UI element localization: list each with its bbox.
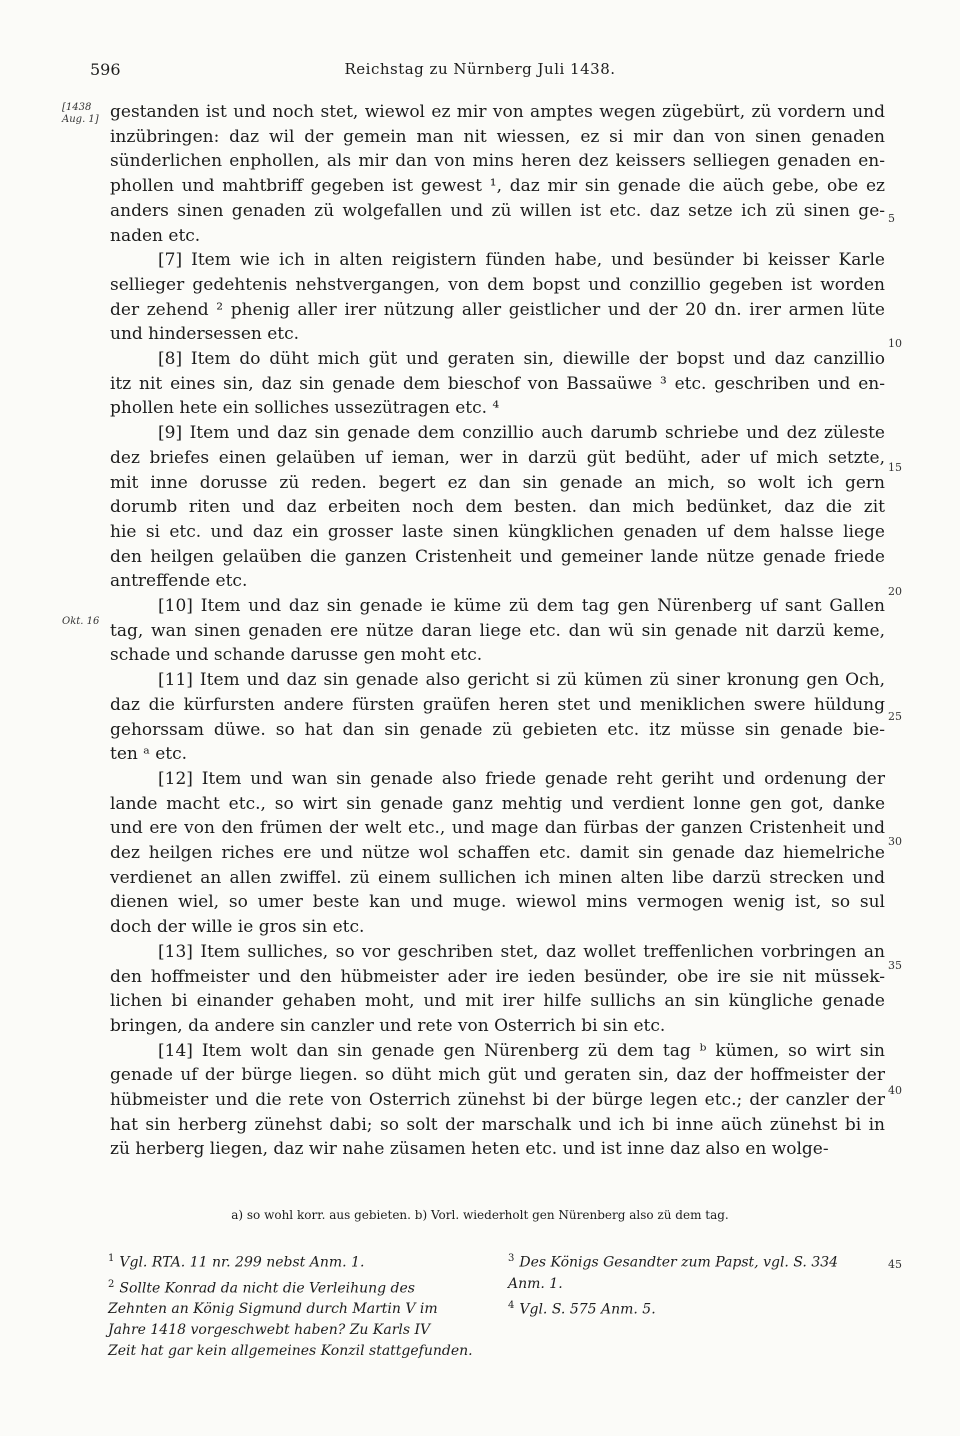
footnote-line: $^4$ Vgl. S. 575 Anm. 5.	[508, 1299, 656, 1318]
footnote-line: Anm. 1.	[508, 1275, 563, 1292]
page-number: 596	[90, 60, 121, 79]
line-number: 10	[888, 337, 902, 350]
text-line: [14] Item wolt dan sin genade gen Nürenberg zü dem tag ᵇ kümen, so wirt sin	[158, 1040, 885, 1061]
margin-date-okt: Okt. 16	[62, 616, 100, 627]
text-line: hübmeister und die rete von Osterrich zünehst bi der bürge legen etc.; der canzler der	[110, 1090, 885, 1110]
text-line: antreffende etc.	[110, 571, 248, 592]
text-line: sünderlichen enphollen, als mir dan von mins heren dez keissers selliegen genaden en-	[110, 151, 885, 172]
line-number: 15	[888, 461, 902, 474]
line-number: 30	[888, 835, 902, 848]
text-line: und ere von den frümen der welt etc., und mage dan fürbas der ganzen Cristenheit und	[110, 818, 885, 839]
text-line: phollen und mahtbriff gegeben ist gewest ¹, daz mir sin genade die aüch gebe, obe ez	[110, 176, 885, 197]
footnote-line: $^2$ Sollte Konrad da nicht die Verleihung des	[108, 1278, 415, 1297]
text-line: tag, wan sinen genaden ere nütze daran liege etc. dan wü sin genade nit darzü keme,	[110, 620, 885, 641]
text-line: der zehend ² phenig aller irer nützung aller geistlicher und der 20 dn. irer armen lüte	[110, 299, 885, 320]
line-number: 45	[888, 1258, 902, 1271]
text-line: den heilgen gelaüben die ganzen Cristenheit und gemeiner lande nütze genade friede	[110, 546, 885, 567]
text-line: gestanden ist und noch stet, wiewol ez mir von amptes wegen zügebürt, zü vordern und	[110, 102, 885, 122]
line-number: 20	[888, 585, 902, 598]
text-line: sellieger gedehtenis nehstvergangen, von dem bopst und conzillio gegeben ist worden	[110, 274, 885, 295]
text-line: und hindersessen etc.	[110, 324, 300, 345]
text-line: anders sinen genaden zü wolgefallen und zü willen ist etc. daz setze ich zü sinen ge-	[110, 200, 885, 221]
text-line: dorumb riten und daz erbeiten noch dem besten. dan mich bedünket, daz die zit	[110, 497, 885, 518]
text-line: hat sin herberg zünehst dabi; so solt der marschalk und ich bi inne aüch zünehst bi in	[110, 1114, 885, 1135]
margin-date-year: [1438	[62, 102, 92, 113]
text-line: dienen wiel, so umer beste kan und muge. wiewol mins vermogen wenig ist, so sul	[110, 892, 885, 913]
text-line: itz nit eines sin, daz sin genade dem bieschof von Bassaüwe ³ etc. geschriben und en-	[110, 373, 885, 394]
footnote-line: Zeit hat gar kein allgemeines Konzil stattgefunden.	[108, 1343, 473, 1360]
text-line: zü herberg liegen, daz wir nahe züsamen heten etc. und ist inne daz also en wolge-	[110, 1139, 829, 1160]
critical-apparatus: a) so wohl korr. aus gebieten. b) Vorl. wiederholt gen Nürenberg also zü dem tag.	[231, 1208, 729, 1222]
text-line: verdienet an allen zwiffel. zü einem sullichen ich minen alten libe darzü strecken und	[110, 867, 885, 888]
line-number: 25	[888, 710, 902, 723]
text-line: den hoffmeister und den hübmeister ader ire ieden besünder, obe ire sie nit müssek-	[110, 966, 885, 987]
text-line: [9] Item und daz sin genade dem conzillio auch darumb schriebe und dez züleste	[158, 423, 885, 444]
text-line: daz die kürfursten andere fürsten graüfen heren stet und meniklichen swere hüldung	[110, 694, 885, 715]
line-number: 5	[888, 212, 895, 225]
footnotes-right	[508, 1248, 884, 1320]
text-line: [10] Item und daz sin genade ie küme zü dem tag gen Nürenberg uf sant Gallen	[158, 596, 885, 616]
text-line: bringen, da andere sin canzler und rete von Osterrich bi sin etc.	[110, 1015, 666, 1036]
footnote-line: $^1$ Vgl. RTA. 11 nr. 299 nebst Anm. 1.	[108, 1253, 365, 1271]
text-line: [8] Item do düht mich güt und geraten sin, diewille der bopst und daz canzillio	[158, 349, 885, 369]
footnotes-left	[108, 1248, 488, 1362]
text-line: [7] Item wie ich in alten reigistern fünden habe, und besünder bi keisser Karle	[158, 250, 885, 271]
text-line: naden etc.	[110, 225, 201, 246]
text-line: doch der wille ie gros sin etc.	[110, 917, 365, 938]
line-number: 40	[888, 1084, 902, 1097]
text-line: hie si etc. und daz ein grosser laste sinen küngklichen genaden uf dem halsse liege	[110, 521, 885, 542]
text-line: [13] Item sulliches, so vor geschriben stet, daz wollet treffenlichen vorbringen an	[158, 941, 885, 962]
footnote-line: Jahre 1418 vorgeschwebt haben? Zu Karls IV	[108, 1322, 431, 1339]
margin-date-day: Aug. 1]	[62, 114, 99, 125]
text-line: genade uf der bürge liegen. so düht mich güt und geraten sin, daz der hoffmeister der	[110, 1065, 885, 1086]
text-line: phollen hete ein solliches ussezütragen etc. ⁴	[110, 398, 500, 419]
text-line: schade und schande darusse gen moht etc.	[110, 645, 483, 666]
text-line: dez briefes einen gelaüben uf ieman, wer in darzü güt bedüht, ader uf mich setzte,	[110, 447, 885, 468]
text-line: mit inne dorusse zü reden. begert ez dan sin genade an mich, so wolt ich gern	[110, 472, 885, 493]
line-number: 35	[888, 959, 902, 972]
text-line: lande macht etc., so wirt sin genade ganz mehtig und verdient lonne gen got, danke	[110, 793, 885, 814]
footnote-line: Zehnten an König Sigmund durch Martin V im	[108, 1301, 438, 1318]
text-line: ten ᵃ etc.	[110, 744, 188, 765]
text-line: inzübringen: daz wil der gemein man nit wiessen, ez si mir dan von sinen genaden	[110, 126, 885, 147]
running-title: Reichstag zu Nürnberg Juli 1438.	[344, 60, 616, 78]
text-line: gehorssam düwe. so hat dan sin genade zü gebieten etc. itz müsse sin genade bie-	[110, 719, 885, 740]
text-line: lichen bi einander gehaben moht, und mit irer hilfe sullichs an sin küngliche genade	[110, 991, 885, 1012]
text-line: [11] Item und daz sin genade also gericht si zü kümen zü siner kronung gen Och,	[158, 670, 885, 691]
footnote-line: $^3$ Des Königs Gesandter zum Papst, vgl. S. 334	[508, 1253, 839, 1271]
margin-date-1438	[62, 102, 99, 126]
text-line: [12] Item und wan sin genade also friede genade reht geriht und ordenung der	[158, 768, 885, 789]
text-line: dez heilgen riches ere und nütze wol schaffen etc. damit sin genade daz hiemelriche	[110, 843, 885, 863]
